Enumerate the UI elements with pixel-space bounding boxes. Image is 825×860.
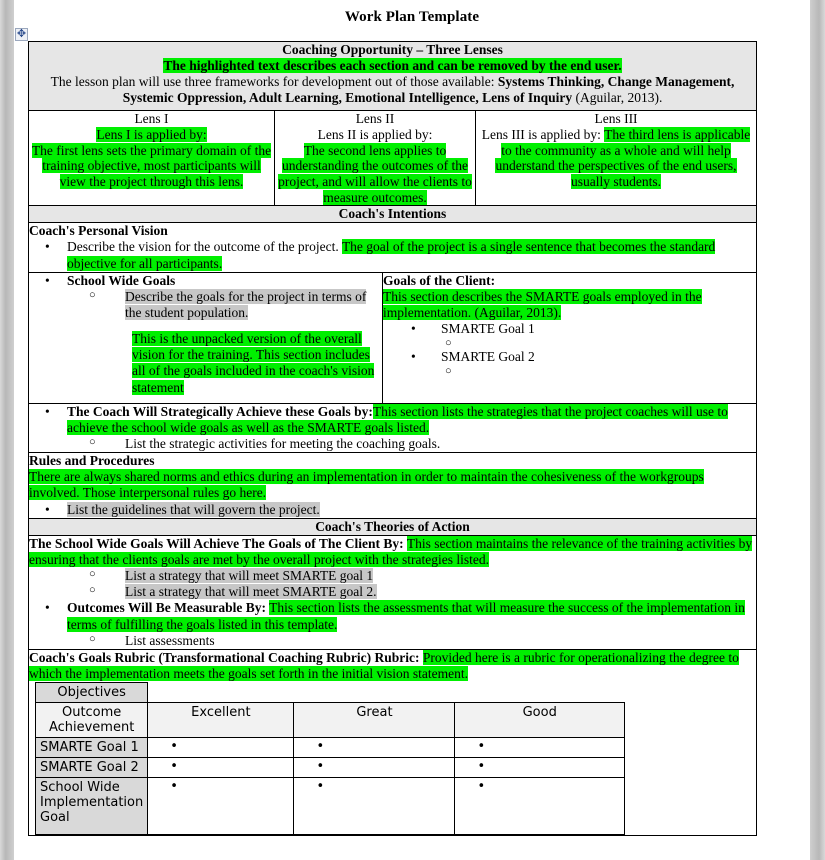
rubric-cell-smarte-1-good[interactable]: • [455, 738, 625, 758]
table-row [29, 111, 757, 206]
school-wide-theory-line [29, 536, 756, 568]
school-wide-theory-sub-2 [125, 584, 756, 600]
lens-3-body-text: The third lens is applicable to the community as a whole and will help understand the perspectives of the end users, usually students. [495, 127, 751, 189]
table-row [29, 272, 757, 403]
list-item [29, 289, 382, 321]
outcomes-sub: List assessments [125, 632, 215, 648]
rubric-table [35, 682, 625, 835]
personal-vision-bullet [67, 239, 756, 271]
list-item [29, 502, 756, 518]
rubric-objectives-header: Objectives [36, 683, 148, 703]
rubric-cell-smarte-1-excellent[interactable]: • [148, 738, 294, 758]
lenses-intro-prefix: The lesson plan will use three frameworks for development out of those available: [50, 74, 498, 89]
bullet-icon: • [45, 272, 50, 288]
table-row [36, 703, 625, 738]
table-row [29, 649, 757, 835]
rubric-row-label-smarte-1: SMARTE Goal 1 [36, 738, 148, 758]
rubric-corner-header: Outcome Achievement [36, 703, 148, 738]
page-gutter-right [810, 0, 825, 860]
client-goals-heading: Goals of the Client: [383, 272, 496, 288]
lens-1-body-text: The first lens sets the primary domain of the training objective, most participants will view the project through this lens. [31, 142, 272, 189]
bullet-icon: • [45, 600, 50, 616]
intentions-header-cell: Coach's Intentions [29, 206, 757, 223]
theories-header-cell: Coach's Theories of Action [29, 518, 757, 535]
rubric-cell-school-wide-good[interactable]: • [455, 778, 625, 835]
table-move-handle-icon[interactable]: ✥ [16, 28, 27, 40]
school-wide-theory-highlight: This section maintains the relevance of the training activities by ensuring that the clients goals are met by the overall project with the strategies listed. [29, 535, 753, 567]
bullet-icon: • [411, 349, 416, 365]
lenses-heading: Coaching Opportunity – Three Lenses [282, 42, 503, 57]
school-wide-theory-label: The School Wide Goals Will Achieve The Goals of The Client By: [29, 535, 404, 551]
list-item [383, 337, 756, 349]
lens-2-body-text: The second lens applies to understanding the outcomes of the project, and will allow the clients to measure outcomes. [278, 142, 472, 205]
page-title: Work Plan Template [344, 9, 480, 25]
list-item [29, 633, 756, 649]
bullet-icon: • [45, 403, 50, 419]
school-wide-goals-sub [125, 289, 382, 321]
lens-1-body [29, 143, 274, 190]
bullet-icon: • [45, 501, 50, 517]
circle-bullet-icon: ○ [89, 632, 96, 645]
lenses-highlight-note [29, 58, 756, 74]
rules-bullet [67, 502, 756, 518]
school-wide-goals-cell [29, 272, 383, 403]
circle-bullet-icon: ○ [89, 584, 96, 597]
rubric-label: Coach's Goals Rubric (Transformational Coaching Rubric) Rubric: [29, 649, 420, 665]
rubric-cell-smarte-2-great[interactable]: • [294, 758, 455, 778]
school-wide-goals-note-text: This is the unpacked version of the overall vision for the training. This section includes all of the goals included in the coach's vision statement [132, 331, 375, 395]
circle-bullet-icon: ○ [445, 337, 452, 350]
lens-3-title: Lens III [594, 111, 638, 127]
school-wide-goals-heading: School Wide Goals [67, 272, 176, 288]
list-item [29, 239, 756, 271]
school-wide-theory-sub-1-text: List a strategy that will meet SMARTE goal 1 [125, 568, 374, 583]
lens-1-title: Lens I [134, 111, 169, 127]
rubric-intro [29, 650, 756, 682]
list-item [29, 584, 756, 600]
list-item [383, 321, 756, 337]
strategic-goals-highlight: This section lists the strategies that the project coaches will use to achieve the school wide goals as well as the SMARTE goals listed. [67, 403, 728, 435]
lens-1-applied-label [29, 127, 274, 143]
rubric-objectives-blank [148, 683, 625, 703]
rubric-col-header-great: Great [294, 703, 455, 738]
rules-cell [29, 453, 757, 518]
table-row [36, 683, 625, 703]
document-page [14, 0, 810, 860]
rubric-row-label-school-wide: School Wide Implementation Goal [36, 778, 148, 835]
outcomes-line [67, 600, 756, 632]
table-row [29, 42, 757, 111]
lenses-intro [29, 74, 756, 106]
outcomes-highlight: This section lists the assessments that will measure the success of the implementation in terms of fulfilling the goals listed in this template. [67, 600, 745, 632]
rubric-highlight: Provided here is a rubric for operationalizing the degree to which the implementation meets the goals set forth in the initial vision statement. [29, 649, 739, 682]
client-goals-cell [383, 272, 757, 403]
lenses-intro-frameworks: Systems Thinking, Change Management, Systemic Oppression, Adult Learning, Emotional Intelligence, Lens of Inquiry [122, 74, 735, 106]
school-wide-theory-sub-2-text: List a strategy that will meet SMARTE goal 2. [125, 584, 377, 600]
circle-bullet-icon: ○ [89, 568, 96, 580]
lens-2-cell [275, 111, 476, 206]
smarte-goal-2-label: SMARTE Goal 2 [441, 349, 535, 365]
rubric-table-wrap [29, 682, 756, 835]
lens-1-cell [29, 111, 275, 206]
list-item [29, 568, 756, 584]
rules-note-text: There are always shared norms and ethics during an implementation in order to maintain the cohesiveness of the workgroups involved. Those interpersonal rules go here. [29, 469, 704, 501]
rubric-cell-school-wide-excellent[interactable]: • [148, 778, 294, 835]
lens-2-title: Lens II [355, 111, 395, 127]
table-row [29, 223, 757, 272]
list-item [29, 436, 756, 452]
rubric-cell-school-wide-great[interactable]: • [294, 778, 455, 835]
strategic-goals-label: The Coach Will Strategically Achieve these Goals by: [67, 403, 373, 419]
rubric-col-header-excellent: Excellent [148, 703, 294, 738]
page-gutter-left [0, 0, 14, 860]
lens-3-applied-label: Lens III is applied by: [481, 127, 601, 143]
rules-bullet-text: List the guidelines that will govern the project. [67, 501, 320, 517]
rules-note [29, 469, 756, 501]
school-wide-goals-sub-text: Describe the goals for the project in terms of the student population. [125, 288, 367, 320]
bullet-icon: • [45, 239, 50, 255]
rules-heading: Rules and Procedures [29, 453, 155, 469]
table-row [29, 518, 757, 535]
rubric-cell-smarte-2-good[interactable]: • [455, 758, 625, 778]
rubric-cell [29, 649, 757, 835]
lens-3-body-combined [476, 127, 756, 190]
circle-bullet-icon: ○ [89, 288, 96, 301]
smarte-goal-1-label: SMARTE Goal 1 [441, 321, 535, 337]
table-row [29, 403, 757, 453]
list-item [29, 273, 382, 289]
school-wide-goals-note [29, 331, 382, 396]
outcomes-label: Outcomes Will Be Measurable By: [67, 600, 266, 616]
work-plan-table [28, 41, 757, 836]
strategic-goals-line [67, 404, 756, 436]
lens-3-cell [476, 111, 757, 206]
table-row [36, 758, 625, 778]
list-item [29, 404, 756, 436]
list-item [29, 600, 756, 632]
lenses-highlight-note-text: The highlighted text describes each section and can be removed by the end user. [163, 58, 622, 73]
personal-vision-cell [29, 223, 757, 272]
personal-vision-heading: Coach's Personal Vision [29, 223, 168, 239]
personal-vision-bullet-text: Describe the vision for the outcome of the project. [67, 239, 339, 255]
client-goals-note [383, 289, 756, 321]
rubric-col-header-good: Good [455, 703, 625, 738]
rubric-row-label-smarte-2: SMARTE Goal 2 [36, 758, 148, 778]
lenses-intro-suffix: (Aguilar, 2013). [572, 90, 663, 106]
lenses-header-cell [29, 42, 757, 111]
list-item [383, 349, 756, 365]
table-row [29, 453, 757, 518]
table-row [36, 738, 625, 758]
lens-2-body [275, 143, 475, 206]
circle-bullet-icon: ○ [445, 365, 452, 378]
client-goals-note-text: This section describes the SMARTE goals employed in the implementation. (Aguilar, 2013). [383, 288, 702, 320]
table-row [36, 778, 625, 835]
lens-1-applied-label-text: Lens I is applied by: [96, 127, 207, 143]
rubric-cell-smarte-2-excellent[interactable]: • [148, 758, 294, 778]
table-row [29, 206, 757, 223]
table-row [29, 535, 757, 649]
circle-bullet-icon: ○ [89, 436, 96, 449]
rubric-cell-smarte-1-great[interactable]: • [294, 738, 455, 758]
lens-2-applied-label: Lens II is applied by: [317, 127, 433, 143]
list-item [383, 365, 756, 377]
strategic-goals-sub: List the strategic activities for meeting the coaching goals. [125, 436, 441, 452]
personal-vision-bullet-highlight: The goal of the project is a single sentence that becomes the standard objective for all participants. [67, 239, 716, 271]
theories-body-cell [29, 535, 757, 649]
bullet-icon: • [411, 321, 416, 337]
school-wide-theory-sub-1 [125, 568, 756, 584]
strategic-goals-cell [29, 403, 757, 453]
